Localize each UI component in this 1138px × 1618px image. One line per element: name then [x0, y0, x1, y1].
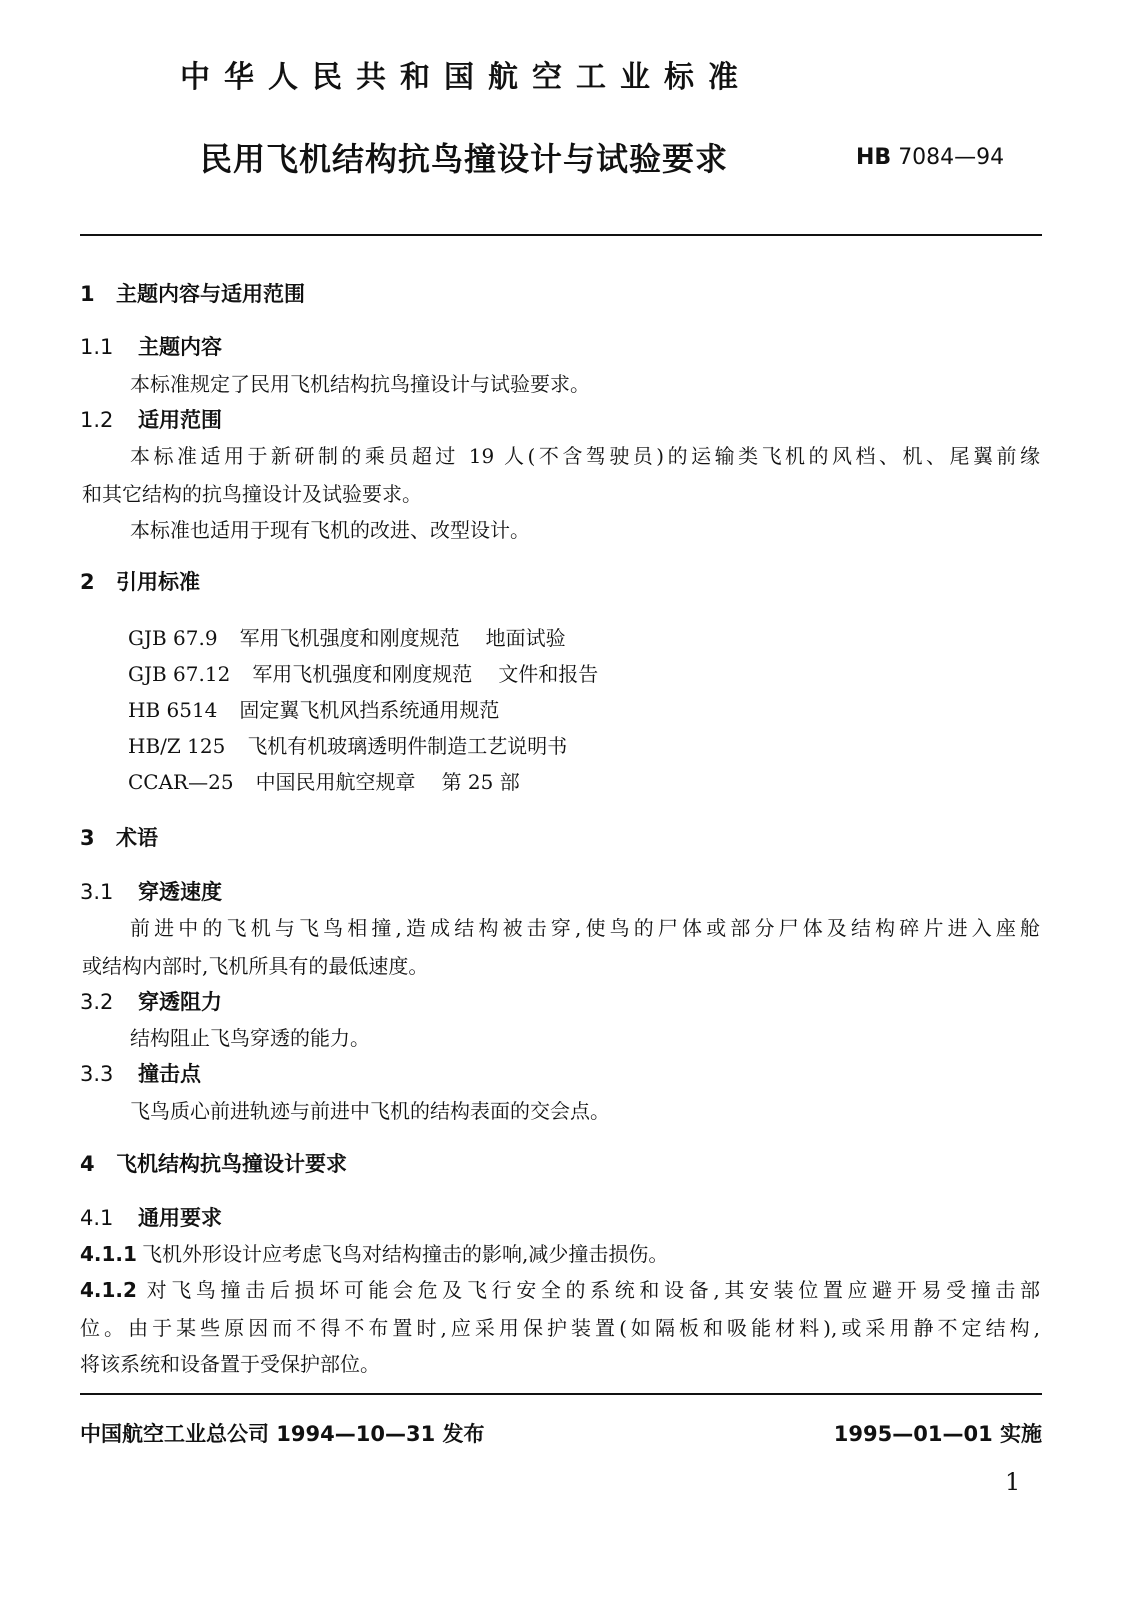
section-3-3-body: 飞鸟质心前进轨迹与前进中飞机的结构表面的交会点。 — [130, 1099, 610, 1123]
section-number: 3.1 — [80, 880, 114, 904]
section-1-heading — [80, 278, 305, 308]
document-title: 民用飞机结构抗鸟撞设计与试验要求 — [200, 140, 729, 178]
reference-code: HB/Z 125 — [128, 734, 226, 758]
section-title: 通用要求 — [138, 1206, 222, 1230]
section-3-1-heading — [80, 876, 222, 906]
section-number: 4.1.2 — [80, 1278, 137, 1302]
reference-code: HB 6514 — [128, 698, 218, 722]
section-title: 主题内容 — [138, 335, 222, 359]
reference-title: 军用飞机强度和刚度规范 — [239, 626, 460, 650]
section-4-1-heading — [80, 1202, 222, 1232]
standard-code — [856, 145, 1004, 170]
reference-title: 固定翼飞机风挡系统通用规范 — [239, 698, 500, 722]
section-1-1-heading — [80, 331, 222, 361]
footer-divider — [80, 1393, 1042, 1395]
page-number: 1 — [1005, 1468, 1021, 1496]
section-title: 飞机结构抗鸟撞设计要求 — [116, 1152, 347, 1176]
reference-subtitle: 第 25 部 — [441, 770, 520, 794]
section-number: 3.2 — [80, 990, 114, 1014]
reference-item — [128, 658, 598, 687]
reference-code: CCAR—25 — [128, 770, 234, 794]
section-3-1-body-line1: 前进中的飞机与飞鸟相撞,造成结构被击穿,使鸟的尸体或部分尸体及结构碎片进入座舱 — [130, 916, 1040, 940]
section-title: 主题内容与适用范围 — [116, 282, 305, 306]
paragraph-text: 飞机外形设计应考虑飞鸟对结构撞击的影响,减少撞击损伤。 — [142, 1242, 669, 1266]
issuer-line: 中国航空工业总公司 1994—10—31 发布 — [80, 1422, 485, 1446]
reference-code: GJB 67.9 — [128, 626, 218, 650]
section-2-heading — [80, 566, 200, 596]
section-title: 适用范围 — [138, 408, 222, 432]
reference-item — [128, 730, 567, 759]
reference-title: 中国民用航空规章 — [255, 770, 416, 794]
section-4-1-2-line1 — [80, 1274, 1040, 1303]
section-1-2-body-line2: 和其它结构的抗鸟撞设计及试验要求。 — [82, 482, 422, 506]
standard-code-number: 7084—94 — [898, 145, 1005, 170]
section-title: 引用标准 — [116, 570, 200, 594]
section-number: 2 — [80, 570, 95, 594]
section-title: 术语 — [116, 826, 158, 850]
section-title: 穿透阻力 — [138, 990, 222, 1014]
section-number: 4.1 — [80, 1206, 114, 1230]
section-4-1-1-paragraph — [80, 1238, 668, 1267]
section-1-2-heading — [80, 404, 222, 434]
section-number: 1.2 — [80, 408, 114, 432]
section-3-heading — [80, 822, 158, 852]
section-4-heading — [80, 1148, 347, 1178]
section-1-2-body-line1: 本标准适用于新研制的乘员超过 19 人(不含驾驶员)的运输类飞机的风档、机、尾翼前缘 — [130, 444, 1040, 468]
section-number: 1.1 — [80, 335, 114, 359]
reference-subtitle: 文件和报告 — [498, 662, 599, 686]
section-number: 3 — [80, 826, 95, 850]
reference-title: 军用飞机强度和刚度规范 — [252, 662, 473, 686]
section-1-1-body: 本标准规定了民用飞机结构抗鸟撞设计与试验要求。 — [130, 372, 590, 396]
paragraph-text: 对飞鸟撞击后损坏可能会危及飞行安全的系统和设备,其安装位置应避开易受撞击部 — [142, 1278, 1040, 1302]
section-3-3-heading — [80, 1058, 201, 1088]
header-divider — [80, 234, 1042, 236]
section-number: 1 — [80, 282, 95, 306]
standard-organization: 中华人民共和国航空工业标准 — [180, 60, 752, 95]
section-3-2-body: 结构阻止飞鸟穿透的能力。 — [130, 1026, 370, 1050]
reference-item — [128, 766, 520, 795]
section-number: 4 — [80, 1152, 95, 1176]
reference-item — [128, 694, 499, 723]
section-number: 4.1.1 — [80, 1242, 137, 1266]
section-4-1-2-line3: 将该系统和设备置于受保护部位。 — [80, 1352, 380, 1376]
reference-title: 飞机有机玻璃透明件制造工艺说明书 — [247, 734, 568, 758]
reference-subtitle: 地面试验 — [485, 626, 566, 650]
reference-item — [128, 622, 566, 651]
section-1-2-body2: 本标准也适用于现有飞机的改进、改型设计。 — [130, 518, 530, 542]
section-title: 穿透速度 — [138, 880, 222, 904]
standard-code-prefix: HB — [856, 145, 892, 170]
section-3-1-body-line2: 或结构内部时,飞机所具有的最低速度。 — [82, 954, 429, 978]
section-title: 撞击点 — [138, 1062, 201, 1086]
section-3-2-heading — [80, 986, 222, 1016]
section-number: 3.3 — [80, 1062, 114, 1086]
reference-code: GJB 67.12 — [128, 662, 231, 686]
effective-date: 1995—01—01 实施 — [833, 1422, 1042, 1446]
section-4-1-2-line2: 位。由于某些原因而不得不布置时,应采用保护装置(如隔板和吸能材料),或采用静不定结构, — [80, 1316, 1040, 1340]
